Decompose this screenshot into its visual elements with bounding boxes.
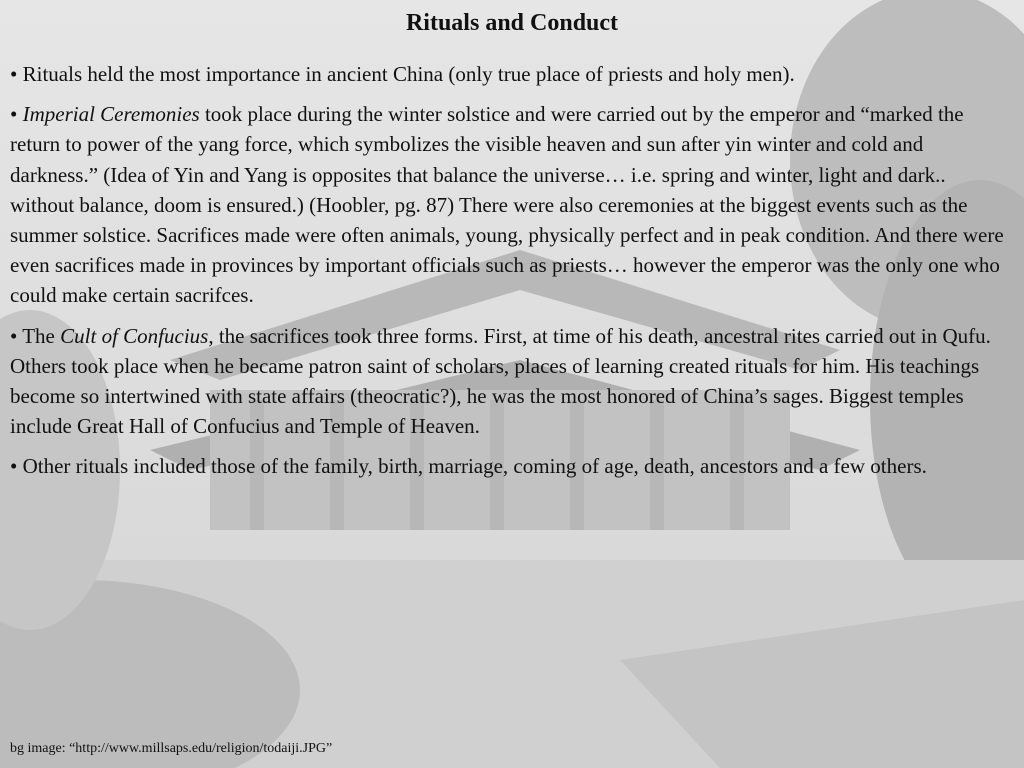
bullet-text: Other rituals included those of the family, birth, marriage, coming of age, death, ancestors and a few others. xyxy=(17,454,927,479)
bullet-italic-term: Cult of Confucius xyxy=(60,323,209,348)
bullet-2 xyxy=(10,99,1014,310)
bullet-marker: • xyxy=(10,102,18,127)
bullet-1 xyxy=(10,59,1014,89)
bullet-3 xyxy=(10,321,1014,442)
slide-body xyxy=(10,59,1014,492)
bullet-text: took place during the winter solstice and were carried out by the emperor and “marked the return to power of the yang force, which symbolizes the visible heaven and sun after yin winter and cold and darkness.” (Idea of Yin and Yang is opposites that balance the universe… i.e. spring and winter, light and dark.. without balance, doom is ensured.) (Hoobler, pg. 87) There were also ceremonies at the biggest events such as the summer solstice. Sacrifices made were often animals, young, physically perfect and in peak condition. And there were even sacrifices made in provinces by important officials such as priests… however the emperor was the only one who could make certain sacrifces. xyxy=(10,102,1004,308)
slide-title: Rituals and Conduct xyxy=(405,10,619,36)
bullet-text: , the sacrifices took three forms. First, at time of his death, ancestral rites carried out in Qufu. Others took place when he became patron saint of scholars, places of learning created rituals for him. His teachings become so intertwined with state affairs (theocratic?), he was the most honored of China’s sages. Biggest temples include Great Hall of Confucius and Temple of Heaven. xyxy=(10,323,991,439)
bullet-italic-term: Imperial Ceremonies xyxy=(22,102,200,127)
bullet-4 xyxy=(10,451,1014,481)
bullet-marker: • xyxy=(10,454,18,479)
image-credit-caption: bg image: “http://www.millsaps.edu/religion/todaiji.JPG” xyxy=(10,741,333,756)
bullet-lead-text: The xyxy=(17,323,61,348)
bullet-marker: • xyxy=(10,62,18,86)
bullet-marker: • xyxy=(10,323,18,348)
bullet-text: Rituals held the most importance in ancient China (only true place of priests and holy men). xyxy=(17,62,795,86)
